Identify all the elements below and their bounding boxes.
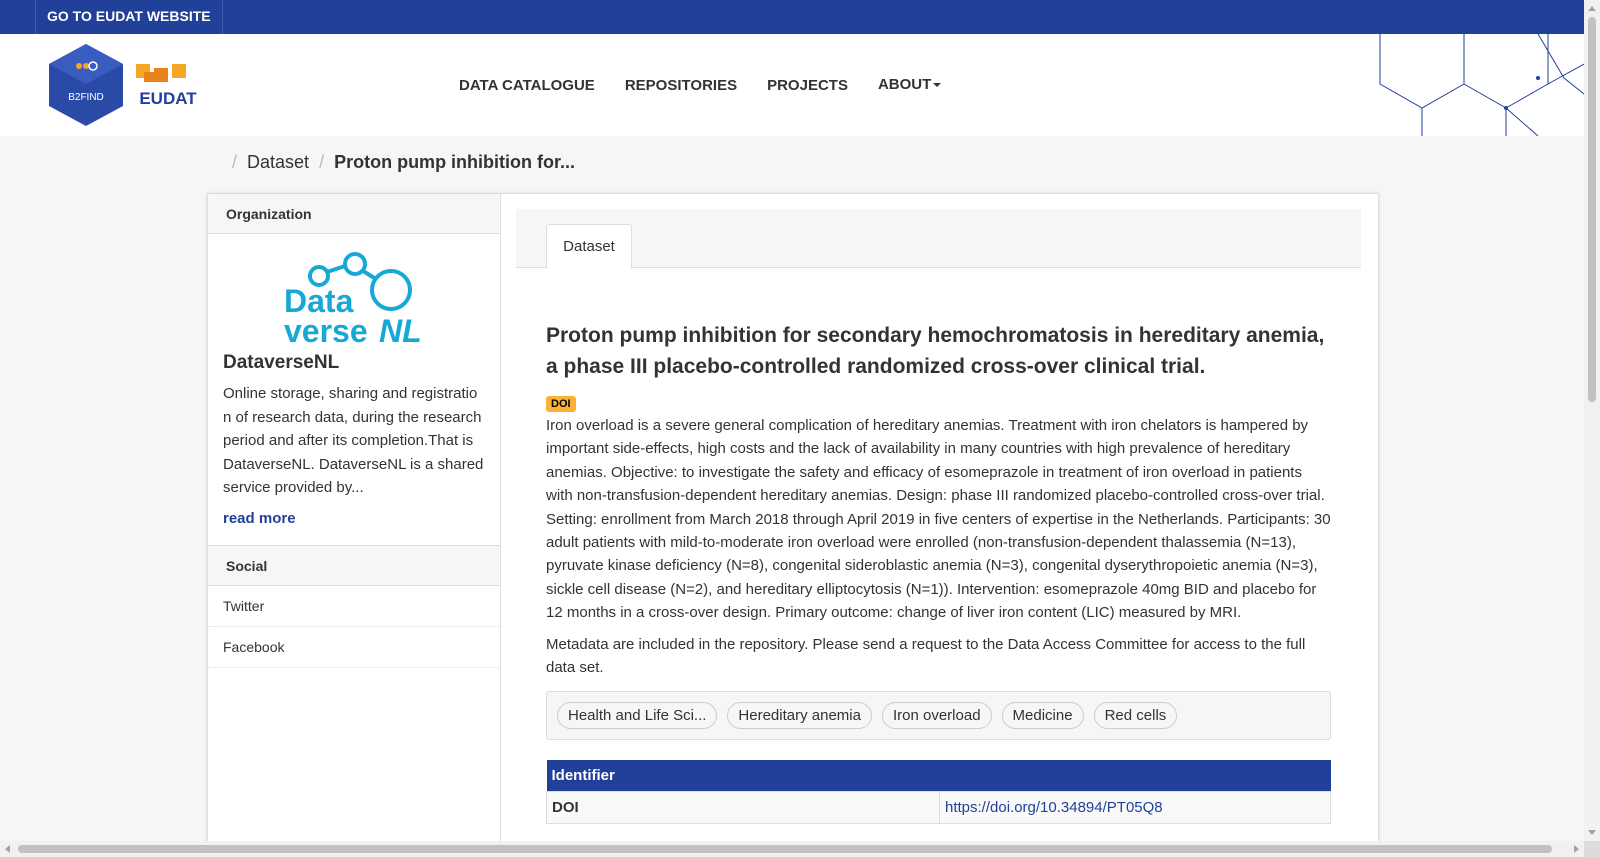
facebook-link[interactable]: Facebook (208, 627, 500, 668)
social-heading: Social (208, 546, 500, 586)
tab-dataset[interactable]: Dataset (546, 224, 632, 269)
organization-description: Online storage, sharing and registration of research data, during the research period and after its completion.That is DataverseNL. DataverseNL is a shared service provided by... (223, 385, 484, 496)
tag-health-and-life-sciences[interactable]: Health and Life Sci... (557, 702, 717, 729)
scroll-left-arrow-icon[interactable] (5, 845, 10, 853)
organization-panel (208, 234, 500, 546)
site-header (0, 34, 1584, 136)
identifier-table-heading: Identifier (547, 760, 1331, 791)
nav-projects[interactable]: PROJECTS (767, 76, 848, 94)
identifier-table (546, 760, 1331, 824)
dataset-content (546, 320, 1331, 824)
dataversenl-logo[interactable] (279, 250, 429, 344)
nav-about-label: ABOUT (877, 76, 932, 93)
scroll-down-arrow-icon[interactable] (1588, 830, 1596, 835)
scroll-up-arrow-icon[interactable] (1588, 6, 1596, 11)
dataset-container (207, 193, 1379, 857)
tag-hereditary-anemia[interactable]: Hereditary anemia (727, 702, 872, 729)
doi-link[interactable]: https://doi.org/10.34894/PT05Q8 (945, 798, 1163, 816)
nav-about[interactable] (878, 76, 941, 94)
dataversenl-logo-text-2: verse (284, 313, 368, 344)
sidebar (208, 194, 501, 856)
tab-bar (516, 209, 1361, 268)
organization-name: DataverseNL (223, 352, 340, 373)
table-row (547, 791, 1331, 823)
nav-data-catalogue[interactable]: DATA CATALOGUE (459, 76, 595, 94)
tag-red-cells[interactable]: Red cells (1094, 702, 1178, 729)
tag-list (546, 691, 1331, 740)
doi-badge: DOI (546, 396, 576, 412)
organization-heading: Organization (208, 194, 500, 234)
main-content (509, 194, 1378, 856)
identifier-value-cell (940, 791, 1331, 823)
dataset-title: Proton pump inhibition for secondary hemochromatosis in hereditary anemia, a phase III placebo-controlled randomized cross-over clinical trial. (546, 324, 1325, 378)
dataversenl-logo-text-1: Data (284, 283, 354, 319)
scroll-right-arrow-icon[interactable] (1574, 845, 1579, 853)
b2find-logo[interactable] (49, 44, 123, 126)
dataversenl-logo-text-3: NL (379, 313, 422, 344)
vertical-scroll-thumb[interactable] (1588, 17, 1596, 402)
scrollbar-corner (1584, 841, 1600, 857)
breadcrumb-current[interactable]: Proton pump inhibition for... (334, 152, 576, 172)
read-more-link[interactable]: read more (223, 509, 296, 527)
breadcrumb (232, 152, 575, 173)
nav-repositories[interactable]: REPOSITORIES (624, 76, 738, 94)
b2find-logo-text: B2FIND (68, 92, 104, 103)
eudat-logo (132, 64, 204, 108)
horizontal-scrollbar[interactable] (0, 841, 1584, 857)
twitter-link[interactable]: Twitter (208, 586, 500, 627)
tag-iron-overload[interactable]: Iron overload (882, 702, 992, 729)
tag-medicine[interactable]: Medicine (1002, 702, 1084, 729)
breadcrumb-separator: / (319, 152, 325, 172)
metadata-note: Metadata are included in the repository. Please send a request to the Data Access Committee for access to the full data set. (546, 635, 1306, 677)
caret-down-icon (933, 83, 941, 87)
top-bar (0, 0, 1584, 34)
dataset-description: Iron overload is a severe general complication of hereditary anemias. Treatment with iron chelators is hampered by important side-effects, high costs and the lack of availability in many countries with high prevalence of hereditary anemias. Objective: to investigate the safety and efficacy of esomeprazole in treatment of iron overload in patients with non-transfusion-dependent hereditary anemias. Design: phase III randomized placebo-controlled cross-over trial. Setting: enrollment from March 2018 through April 2019 in five centers of expertise in the Netherlands. Participants: 30 adult patients with mild-to-moderate iron overload were enrolled (non-transfusion-dependent thalassemia (N=13), pyruvate kinase deficiency (N=8), congenital sideroblastic anemia (N=3), congenital dyserythropoietic anemia (N=3), sickle cell disease (N=2), and hereditary elliptocytosis (N=1)). Intervention: esomeprazole 40mg BID and placebo for 12 months in a cross-over design. Primary outcome: change of liver iron content (LIC) measured by MRI. (546, 417, 1331, 622)
breadcrumb-separator: / (232, 152, 238, 172)
identifier-key: DOI (547, 791, 940, 823)
hexagon-pattern-decoration (1374, 34, 1584, 136)
eudat-logo-text: EUDAT (139, 89, 197, 108)
vertical-scrollbar[interactable] (1584, 0, 1600, 841)
breadcrumb-dataset[interactable]: Dataset (247, 152, 310, 172)
eudat-website-link[interactable]: GO TO EUDAT WEBSITE (35, 0, 223, 34)
horizontal-scroll-thumb[interactable] (18, 845, 1552, 853)
main-nav (459, 34, 941, 136)
